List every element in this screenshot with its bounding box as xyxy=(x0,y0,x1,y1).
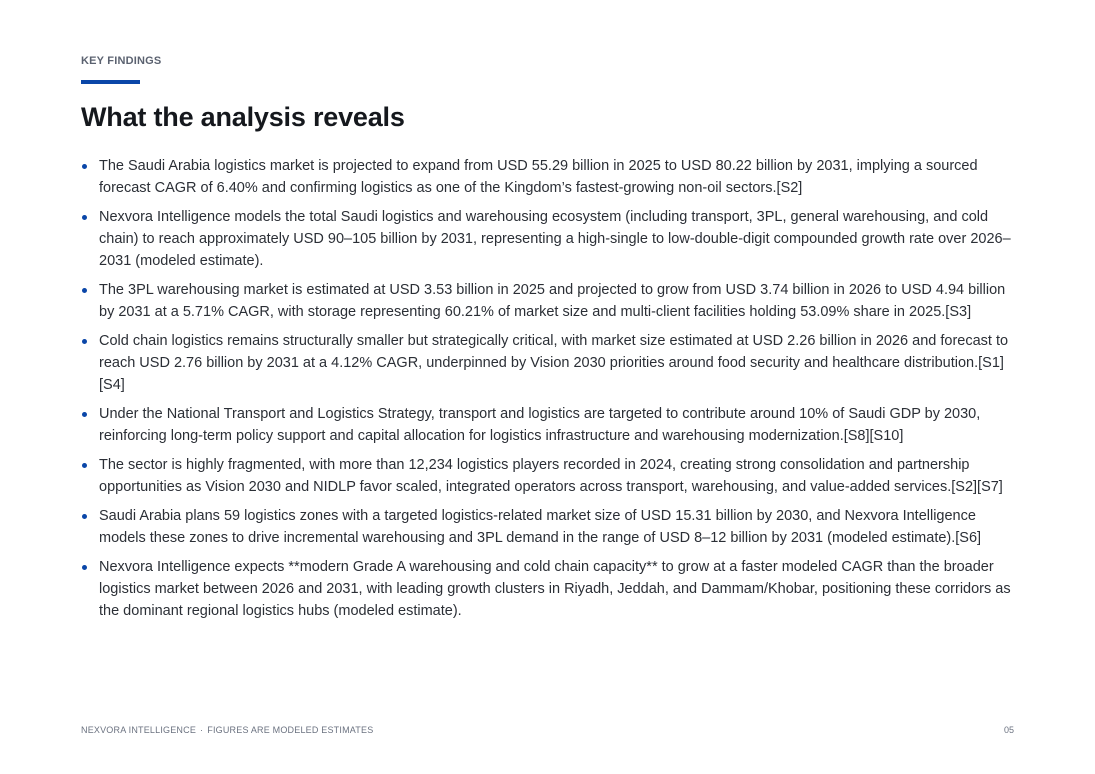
finding-text: Under the National Transport and Logistics Strategy, transport and logistics are targeted to contribute around 10% of Saudi GDP by 2030, reinforcing long-term policy support and capital allocation for logistics infrastructure and warehousing modernization.[S8][S10] xyxy=(99,406,981,444)
bullet-icon xyxy=(82,565,87,570)
eyebrow-label: KEY FINDINGS xyxy=(81,55,162,67)
finding-item xyxy=(81,403,1016,447)
bullet-icon xyxy=(82,288,87,293)
finding-text: The 3PL warehousing market is estimated at USD 3.53 billion in 2025 and projected to grow from USD 3.74 billion in 2026 to USD 4.94 billion by 2031 at a 5.71% CAGR, with storage representing 60.21% of market size and multi-client facilities holding 53.09% share in 2025.[S3] xyxy=(99,282,1006,320)
finding-text: Saudi Arabia plans 59 logistics zones with a targeted logistics-related market size of USD 15.31 billion by 2030, and Nexvora Intelligence models these zones to drive incremental warehousing and 3PL demand in the range of USD 8–12 billion by 2031 (modeled estimate).[S6] xyxy=(99,508,982,546)
page-number: 05 xyxy=(1003,725,1014,735)
footer-note xyxy=(81,725,373,735)
findings-list xyxy=(81,155,1016,629)
finding-item xyxy=(81,155,1016,199)
finding-item xyxy=(81,505,1016,549)
footer-brand: NEXVORA INTELLIGENCE xyxy=(81,725,197,735)
footer-disclaimer: FIGURES ARE MODELED ESTIMATES xyxy=(207,725,374,735)
finding-item xyxy=(81,454,1016,498)
finding-text: Nexvora Intelligence models the total Saudi logistics and warehousing ecosystem (including transport, 3PL, general warehousing, and cold chain) to reach approximately USD 90–105 billion by 2031, representing a high-single to low-double-digit compounded growth rate over 2026–2031 (modeled estimate). xyxy=(99,209,1011,269)
bullet-icon xyxy=(82,339,87,344)
finding-item xyxy=(81,206,1016,272)
footer-separator: · xyxy=(200,725,204,735)
finding-text: Cold chain logistics remains structurally smaller but strategically critical, with market size estimated at USD 2.26 billion in 2026 and forecast to reach USD 2.76 billion by 2031 at a 4.12% CAGR, underpinned by Vision 2030 priorities around food security and healthcare distribution.[S1][S4] xyxy=(99,333,1009,393)
finding-item xyxy=(81,556,1016,622)
finding-item xyxy=(81,279,1016,323)
finding-text: Nexvora Intelligence expects **modern Grade A warehousing and cold chain capacity** to grow at a faster modeled CAGR than the broader logistics market between 2026 and 2031, with leading growth clusters in Riyadh, Jeddah, and Dammam/Khobar, positioning these corridors as the dominant regional logistics hubs (modeled estimate). xyxy=(99,559,1011,619)
bullet-icon xyxy=(82,412,87,417)
bullet-icon xyxy=(82,514,87,519)
bullet-icon xyxy=(82,463,87,468)
accent-bar xyxy=(81,80,140,84)
page-title: What the analysis reveals xyxy=(81,102,405,132)
finding-item xyxy=(81,330,1016,396)
finding-text: The Saudi Arabia logistics market is projected to expand from USD 55.29 billion in 2025 to USD 80.22 billion by 2031, implying a sourced forecast CAGR of 6.40% and confirming logistics as one of the Kingdom’s fastest-growing non-oil sectors.[S2] xyxy=(99,158,978,196)
bullet-icon xyxy=(82,164,87,169)
bullet-icon xyxy=(82,215,87,220)
finding-text: The sector is highly fragmented, with more than 12,234 logistics players recorded in 2024, creating strong consolidation and partnership opportunities as Vision 2030 and NIDLP favor scaled, integrated operators across transport, warehousing, and value-added services.[S2][S7] xyxy=(99,457,1003,495)
